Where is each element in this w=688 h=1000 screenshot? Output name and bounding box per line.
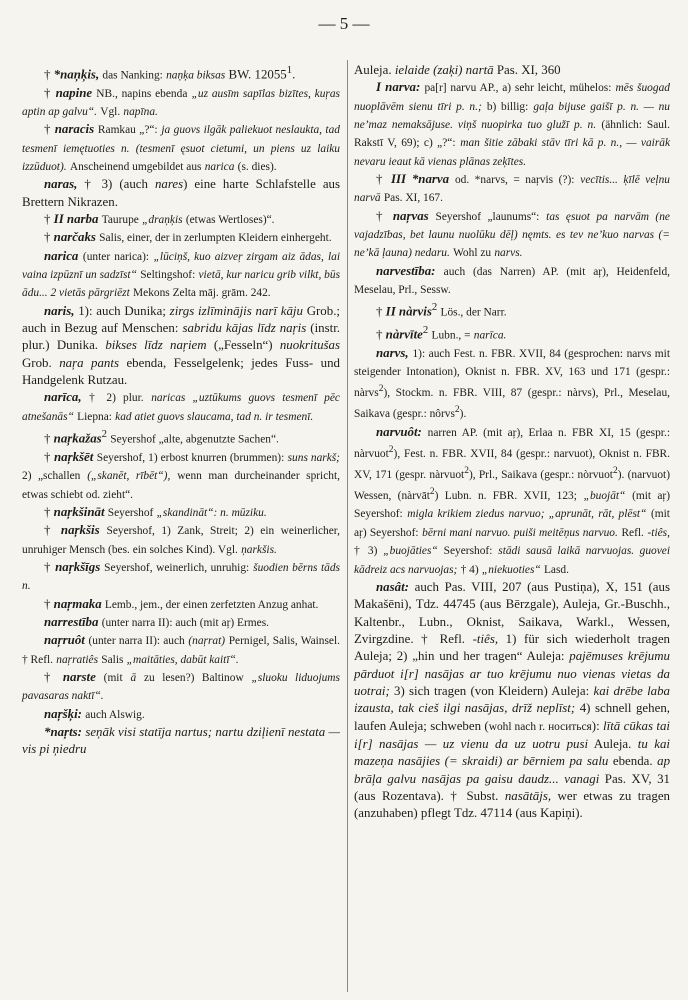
dictionary-entry: † napine NB., napins ebenda „uz ausīm sapīlas bizītes, kuŗas aptin ap galvu“. Vgl. napīna.: [22, 85, 340, 118]
dictionary-entry: *naŗts: seņāk visi statīja nartus; nartu dziļienī nestata — vis pi ņiedru: [22, 724, 340, 757]
dictionary-entry: † III *narva od. *narvs, = naŗvis (?): vecītis... ķīlē veļnu narvā Pas. XI, 167.: [354, 172, 670, 205]
page-number: — 5 —: [318, 14, 370, 33]
left-column: [22, 62, 340, 759]
dictionary-entry: † nàrvīte$^2$ Lubn., = narīca.: [376, 324, 507, 342]
dictionary-entry: naras, † 3) (auch nares) eine harte Schlafstelle aus Brettern Nikrazen.: [22, 177, 340, 209]
dictionary-entry: narvestība: auch (das Narren) AP. (mit aŗ), Heidenfeld, Meselau, Prl., Sessw.: [354, 263, 670, 297]
dictionary-entry: narica (unter narica): „lūciņš, kuo aizveŗ zirgam aiz ādas, lai vaina izpūznī un sadzīst“ Seltingshof: vietā, kur naricu grib vilkt, būs ādu... 2 vietās pārgriēzt Mekons Zelta māj. grām. 242.: [22, 248, 341, 300]
dictionary-entry: † *naņķis, das Nanking: naņķa biksas BW. 12055$^1$.: [44, 64, 296, 82]
dictionary-entry: narīca, † 2) plur. naricas „uztūkums guovs tesmenī pēc atnešanās“ Liepna: kad atiet guovs slaucama, tad n. ir tesmenī.: [22, 390, 340, 423]
dictionary-entry: nasât: auch Pas. VIII, 207 (aus Pustiņa), X, 151 (aus Makašēni), Tdz. 44745 (aus Bērzgale), Auleja, Gr.-Buschh., Kaltenbr., Lubn., Oknist, Saikava, Warkl., Wessen, Zvirgzdine. † Refl. -tiês, 1) für sich wiederholt tragen Auleja; 2) „hin und her tragen“ Auleja: pajēmuses krējumu pārduot i[r] nasājas ar tuo krējumu nuo vienas vietas da uotrai; 3) sich tragen (von Kleidern) Auleja: kai drēbe laba izausta, tak cieš ilgi nasājas, drīž neplīst; 4) schnell gehen, laufen Auleja; schweben (wohl nach r. носиться): lītā cūkas tai i[r] nasājas — uz vienu da uz uotru pusi Auleja. tu kai mazeņa nasājies (= skraidi) ar bērniem pa salu ebenda. ap brāļa galvu nasājas pa gaisu daudz... vanagi Pas. XV, 31 (aus Rozentava). † Subst. nasātājs, wer etwas zu tragen (anzuhaben) pflegt Tdz. 47114 (aus Kapiņi).: [354, 579, 671, 821]
dictionary-entry: † naŗkšis Seyershof, 1) Zank, Streit; 2) ein weinerlicher, unruhiger Mensch (bes. ein solches Kind). Vgl. ņarkšis.: [22, 523, 340, 556]
dictionary-entry: narvs, 1): auch Fest. n. FBR. XVII, 84 (gesprochen: narvs mit steigender Intonation), Oknist n. FBR. XV, 163 und 171 (gespr.: nàrvs$^2$), Stockm. n. FBR. VIII, 87 (gespr.: nàrvs), Prl., Meselau, Saikava (gespr.: nôrvs$^2$).: [354, 345, 670, 421]
dictionary-entry: † naŗkažas$^2$ Seyershof „alte, abgenutzte Sachen“.: [44, 428, 279, 446]
dictionary-entry: † naŗkšināt Seyershof „skandināt“: n. mūziku.: [44, 504, 267, 519]
column-divider: [347, 60, 348, 992]
entry-continuation: Auleja. ielaide (zaķi) nartā Pas. XI, 360: [354, 63, 561, 77]
dictionary-entry: † naracis Ramkau „?“: ja guovs ilgāk paliekuot neslaukta, tad tesmenī iemętuoties n. (tesmenī ęsuot cietumi, un piens uz laiku izzūduot). Anscheinend umgebildet aus narica (s. dies).: [22, 122, 340, 174]
dictionary-entry: † II narba Taurupe „draņķis (etwas Wertloses)“.: [44, 212, 275, 227]
dictionary-entry: narvuôt: narren AP. (mit aŗ), Erlaa n. FBR XI, 15 (gespr.: nàrvuot$^2$), Fest. n. FBR. XVII, 84 (gespr.: narvuot), Oknist n. FBR. XV, 171 (gespr. nàrvuot$^2$), Prl., Saikava (gespr.: nòrvuot$^2$). (narvuot) Wessen, (nàrvāt$^2$) Lubn. n. FBR. XVII, 123; „buojāt“ (mit aŗ) Seyershof: migla krikiem ziedus narvuo; „aprunāt, rāt, plēst“ (mit aŗ) Seyershof: bērni mani narvuo. puiši meitēņus narvuo. Refl. -tiês, † 3) „buojāties“ Seyershof: stādi sausā laikā narvuojas. guovei kādreiz acs narvuojas; † 4) „niekuoties“ Lasd.: [354, 424, 671, 576]
dictionary-entry: narrestība (unter narra II): auch (mit aŗ) Ermes.: [44, 614, 269, 629]
dictionary-entry: I narva: pa[r] narvu AP., a) sehr leicht, mühelos: mēs šuogad nuoplāvēm sienu tīri p. n.; b) billig: gaļa bijuse gaišī p. n. — nu ne’maz nemaksājuse. viņš nuopirka tuo glužī p. n. (ähnlich: Saul. Rakstī V, 69); c) „?“: man šitie zābaki stāv tīri kā p. n., — vairāk nevaru ieaut kā vienas plānas zeķītes.: [354, 80, 670, 168]
dictionary-entry: naŗšķi: auch Alswig.: [44, 706, 145, 721]
right-column: [354, 62, 670, 823]
dictionary-entry: † naŗkšēt Seyershof, 1) erbost knurren (brummen): suns narkš; 2) „schallen („skanēt, rībēt“), wenn man durcheinander spricht, etwas schiebt od. zieht“.: [22, 449, 340, 501]
dictionary-entry: † naŗmaka Lemb., jem., der einen zerfetzten Anzug anhat.: [44, 596, 319, 611]
dictionary-entry: † narčaks Salis, einer, der in zerlumpten Kleidern einhergeht.: [44, 230, 332, 245]
dictionary-entry: naŗruôt (unter narra II): auch (naŗrat) Pernigel, Salis, Wainsel. † Refl. naŗratiês Salis „maitāties, dabūt kaitī“.: [22, 633, 340, 666]
dictionary-entry: † II nàrvis$^2$ Lös., der Narr.: [376, 301, 507, 319]
dictionary-entry: † naŗkšīgs Seyershof, weinerlich, unruhig: šuodien bērns tāds n.: [22, 559, 340, 593]
dictionary-entry: † narste (mit ā zu lesen?) Baltinow „sluoku liduojums pavasaras naktī“.: [22, 669, 340, 703]
dictionary-entry: naris, 1): auch Dunika; zirgs izlīminājis narī kāju Grob.; auch in Bezug auf Menschen: sabridu kājas līdz naŗis (instr. plur.) Dunika. bikses līdz naŗiem („Fesseln“) nuokritušas Grob. naŗa pants ebenda, Fesselgelenk; jedes Fuss- und Handgelenk Rutzau.: [22, 303, 341, 388]
dictionary-entry: † naŗvas Seyershof „launums“: tas ęsuot pa narvām (ne vajadzības, bet launu nuolūku dēļ) nęmts. es tev ne’kuo narvas (= ne’kā ļauna) nedaru. Wohl zu narvs.: [354, 208, 670, 260]
